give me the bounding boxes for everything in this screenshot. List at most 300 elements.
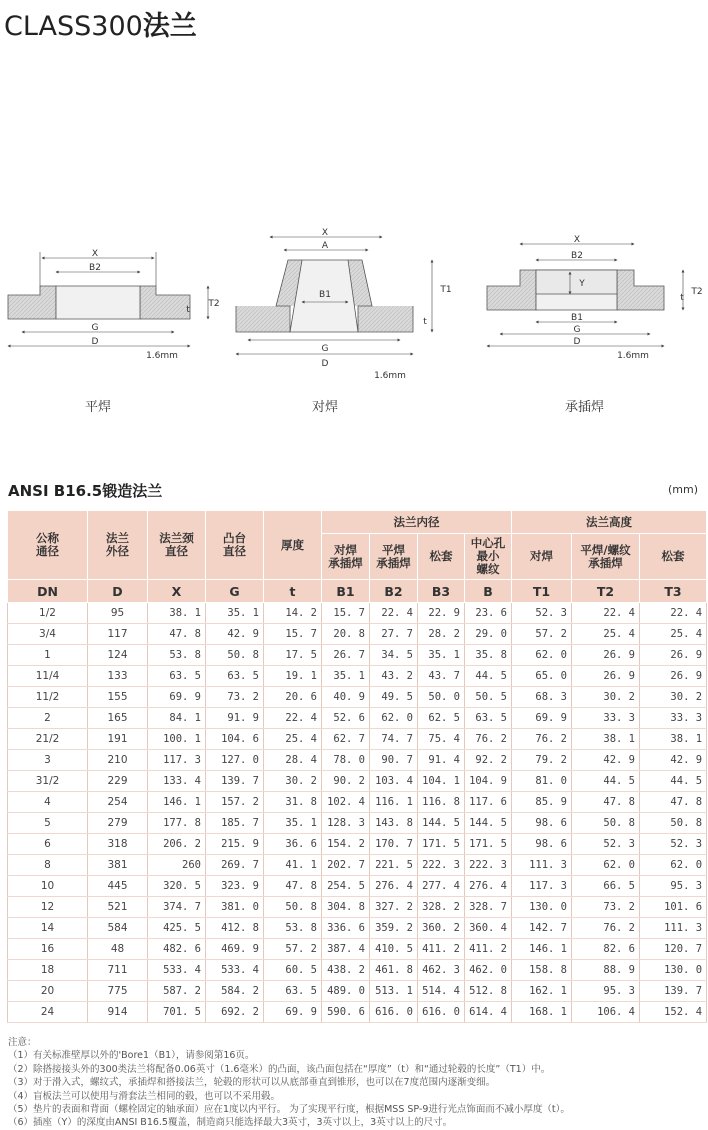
table-cell: 111. 3	[640, 918, 707, 939]
table-cell: 171. 5	[418, 834, 465, 855]
table-cell: 95. 3	[640, 876, 707, 897]
svg-text:G: G	[573, 325, 581, 335]
table-cell: 162. 1	[512, 981, 572, 1002]
table-cell: 43. 2	[370, 666, 418, 687]
table-cell: 62. 5	[418, 708, 465, 729]
table-cell: 35. 1	[206, 603, 264, 624]
table-cell: 6	[8, 834, 88, 855]
table-cell: 38. 1	[572, 729, 640, 750]
table-cell: 24	[8, 1002, 88, 1023]
table-cell: 222. 3	[465, 855, 512, 876]
table-row	[8, 876, 707, 897]
note-item: （1）有关标准壁厚以外的'Bore1（B1），请参阅第16页。	[8, 1050, 255, 1062]
table-cell: 2	[8, 708, 88, 729]
header-b1: 对焊 承插焊	[322, 534, 370, 580]
table-cell: 462. 3	[418, 960, 465, 981]
table-cell: 775	[88, 981, 148, 1002]
table-cell: 412. 8	[206, 918, 264, 939]
svg-text:G: G	[91, 323, 99, 333]
header-height: 法兰高度	[512, 511, 707, 534]
table-body	[8, 603, 707, 1023]
table-cell: 614. 4	[465, 1002, 512, 1023]
svg-text:D: D	[573, 337, 581, 347]
table-cell: 701. 5	[148, 1002, 206, 1023]
table-cell: 277. 4	[418, 876, 465, 897]
table-cell: 60. 5	[264, 960, 322, 981]
table-cell: 469. 9	[206, 939, 264, 960]
header-b2: 平焊 承插焊	[370, 534, 418, 580]
table-cell: 92. 2	[465, 750, 512, 771]
table-cell: 229	[88, 771, 148, 792]
symbol-t2: T2	[572, 580, 640, 603]
svg-text:T2: T2	[691, 287, 703, 297]
table-cell: 25. 4	[572, 624, 640, 645]
table-cell: 279	[88, 813, 148, 834]
table-cell: 40. 9	[322, 687, 370, 708]
table-cell: 17. 5	[264, 645, 322, 666]
table-cell: 25. 4	[640, 624, 707, 645]
table-cell: 336. 6	[322, 918, 370, 939]
table-cell: 445	[88, 876, 148, 897]
caption-weld-neck: 对焊	[312, 400, 339, 415]
symbol-g: G	[206, 580, 264, 603]
table-cell: 411. 2	[465, 939, 512, 960]
symbol-t3: T3	[640, 580, 707, 603]
table-cell: 26. 9	[640, 645, 707, 666]
table-row	[8, 960, 707, 981]
table-cell: 50. 8	[572, 813, 640, 834]
table-cell: 106. 4	[572, 1002, 640, 1023]
table-cell: 50. 8	[640, 813, 707, 834]
table-cell: 328. 2	[418, 897, 465, 918]
table-cell: 276. 4	[465, 876, 512, 897]
header-inner: 法兰内径	[322, 511, 512, 534]
table-cell: 50. 5	[465, 687, 512, 708]
table-cell: 63. 5	[465, 708, 512, 729]
table-cell: 90. 2	[322, 771, 370, 792]
table-cell: 34. 5	[370, 645, 418, 666]
table-row	[8, 1002, 707, 1023]
symbol-x: X	[148, 580, 206, 603]
table-cell: 489. 0	[322, 981, 370, 1002]
svg-text:1.6mm: 1.6mm	[146, 351, 178, 361]
table-cell: 66. 5	[572, 876, 640, 897]
table-cell: 206. 2	[148, 834, 206, 855]
table-cell: 63. 5	[264, 981, 322, 1002]
header-dn: 公称 通径	[8, 511, 88, 580]
table-cell: 152. 4	[640, 1002, 707, 1023]
table-cell: 38. 1	[148, 603, 206, 624]
table-cell: 35. 1	[322, 666, 370, 687]
symbol-b1: B1	[322, 580, 370, 603]
table-cell: 36. 6	[264, 834, 322, 855]
table-cell: 381	[88, 855, 148, 876]
header-b3: 松套	[418, 534, 465, 580]
table-cell: 100. 1	[148, 729, 206, 750]
table-cell: 74. 7	[370, 729, 418, 750]
table-cell: 69. 9	[512, 708, 572, 729]
table-cell: 116. 1	[370, 792, 418, 813]
table-cell: 22. 4	[264, 708, 322, 729]
table-cell: 44. 5	[465, 666, 512, 687]
table-cell: 73. 2	[206, 687, 264, 708]
table-cell: 33. 3	[640, 708, 707, 729]
table-row	[8, 855, 707, 876]
table-cell: 28. 4	[264, 750, 322, 771]
svg-text:G: G	[321, 344, 329, 354]
note-item: （5）垫片的表面和背面（螺栓固定的轴承面）应在1度以内平行。 为了实现平行度，根据MSS SP-9进行光点饰面而不减小厚度（t）。	[8, 1104, 570, 1116]
table-cell: 14. 2	[264, 603, 322, 624]
symbol-b2: B2	[370, 580, 418, 603]
table-cell: 10	[8, 876, 88, 897]
table-cell: 584	[88, 918, 148, 939]
table-cell: 22. 4	[370, 603, 418, 624]
table-cell: 381. 0	[206, 897, 264, 918]
table-cell: 158. 8	[512, 960, 572, 981]
table-cell: 12	[8, 897, 88, 918]
weld-neck-diagram	[236, 228, 452, 381]
svg-text:T1: T1	[440, 285, 452, 295]
table-cell: 144. 5	[418, 813, 465, 834]
table-cell: 98. 6	[512, 834, 572, 855]
table-cell: 221. 5	[370, 855, 418, 876]
table-cell: 139. 7	[640, 981, 707, 1002]
svg-text:1.6mm: 1.6mm	[617, 351, 649, 361]
table-row	[8, 939, 707, 960]
svg-text:D: D	[91, 337, 99, 347]
symbol-t: t	[264, 580, 322, 603]
table-cell: 117. 6	[465, 792, 512, 813]
table-cell: 33. 3	[572, 708, 640, 729]
table-cell: 62. 7	[322, 729, 370, 750]
table-cell: 304. 8	[322, 897, 370, 918]
table-cell: 78. 0	[322, 750, 370, 771]
header-t: 厚度	[264, 511, 322, 580]
table-cell: 5	[8, 813, 88, 834]
table-cell: 387. 4	[322, 939, 370, 960]
table-cell: 65. 0	[512, 666, 572, 687]
table-row	[8, 897, 707, 918]
table-cell: 16	[8, 939, 88, 960]
header-g: 凸台 直径	[206, 511, 264, 580]
table-cell: 202. 7	[322, 855, 370, 876]
table-cell: 15. 7	[264, 624, 322, 645]
table-cell: 168. 1	[512, 1002, 572, 1023]
table-cell: 360. 2	[418, 918, 465, 939]
table-cell: 42. 9	[206, 624, 264, 645]
table-cell: 47. 8	[640, 792, 707, 813]
table-cell: 85. 9	[512, 792, 572, 813]
table-row	[8, 750, 707, 771]
table-cell: 117	[88, 624, 148, 645]
table-cell: 3/4	[8, 624, 88, 645]
table-cell: 276. 4	[370, 876, 418, 897]
table-cell: 146. 1	[512, 939, 572, 960]
svg-text:B1: B1	[319, 290, 331, 300]
table-cell: 21/2	[8, 729, 88, 750]
svg-text:X: X	[573, 235, 581, 245]
table-row	[8, 666, 707, 687]
table-cell: 42. 9	[640, 750, 707, 771]
table-cell: 461. 8	[370, 960, 418, 981]
table-cell: 41. 1	[264, 855, 322, 876]
table-cell: 170. 7	[370, 834, 418, 855]
table-cell: 117. 3	[512, 876, 572, 897]
table-cell: 47. 8	[572, 792, 640, 813]
table-cell: 533. 4	[206, 960, 264, 981]
svg-text:B2: B2	[571, 251, 583, 261]
svg-text:B2: B2	[89, 263, 101, 273]
table-cell: 44. 5	[640, 771, 707, 792]
unit-label: (mm)	[667, 483, 698, 496]
table-cell: 587. 2	[148, 981, 206, 1002]
table-row	[8, 687, 707, 708]
table-cell: 79. 2	[512, 750, 572, 771]
table-row	[8, 708, 707, 729]
table-cell: 117. 3	[148, 750, 206, 771]
table-cell: 95. 3	[572, 981, 640, 1002]
table-cell: 30. 2	[572, 687, 640, 708]
symbol-b: B	[465, 580, 512, 603]
table-cell: 11/4	[8, 666, 88, 687]
table-cell: 360. 4	[465, 918, 512, 939]
table-cell: 3	[8, 750, 88, 771]
svg-text:t: t	[680, 293, 684, 303]
table-cell: 47. 8	[148, 624, 206, 645]
table-cell: 15. 7	[322, 603, 370, 624]
table-cell: 133. 4	[148, 771, 206, 792]
notes-list	[8, 1049, 570, 1129]
table-row	[8, 792, 707, 813]
table-cell: 50. 8	[206, 645, 264, 666]
table-cell: 104. 1	[418, 771, 465, 792]
table-cell: 411. 2	[418, 939, 465, 960]
table-cell: 20. 8	[322, 624, 370, 645]
table-cell: 320. 5	[148, 876, 206, 897]
table-cell: 53. 8	[148, 645, 206, 666]
table-cell: 222. 3	[418, 855, 465, 876]
table-cell: 76. 2	[572, 918, 640, 939]
symbol-t1: T1	[512, 580, 572, 603]
table-cell: 31/2	[8, 771, 88, 792]
table-cell: 91. 9	[206, 708, 264, 729]
table-cell: 25. 4	[264, 729, 322, 750]
table-cell: 52. 3	[640, 834, 707, 855]
svg-text:t: t	[423, 317, 427, 327]
table-cell: 22. 9	[418, 603, 465, 624]
table-cell: 35. 1	[264, 813, 322, 834]
table-row	[8, 645, 707, 666]
svg-text:D: D	[321, 359, 329, 369]
symbol-b3: B3	[418, 580, 465, 603]
table-row	[8, 834, 707, 855]
table-cell: 42. 9	[572, 750, 640, 771]
table-cell: 177. 8	[148, 813, 206, 834]
table-cell: 692. 2	[206, 1002, 264, 1023]
table-cell: 133	[88, 666, 148, 687]
table-cell: 139. 7	[206, 771, 264, 792]
table-cell: 8	[8, 855, 88, 876]
table-cell: 120. 7	[640, 939, 707, 960]
table-row	[8, 981, 707, 1002]
table-cell: 584. 2	[206, 981, 264, 1002]
svg-text:B1: B1	[571, 313, 583, 323]
table-cell: 19. 1	[264, 666, 322, 687]
table-cell: 98. 6	[512, 813, 572, 834]
table-cell: 254. 5	[322, 876, 370, 897]
socket-weld-diagram	[487, 235, 703, 361]
note-item: （2）除搭接接头外的300类法兰将配备0.06英寸（1.6毫米）的凸面，该凸面包括在“厚度”（t）和“通过轮毂的长度”（T1）中。	[8, 1063, 551, 1075]
table-cell: 28. 2	[418, 624, 465, 645]
header-x: 法兰颈 直径	[148, 511, 206, 580]
table-cell: 76. 2	[512, 729, 572, 750]
table-cell: 29. 0	[465, 624, 512, 645]
table-cell: 711	[88, 960, 148, 981]
table-cell: 144. 5	[465, 813, 512, 834]
table-cell: 62. 0	[512, 645, 572, 666]
table-cell: 128. 3	[322, 813, 370, 834]
table-cell: 590. 6	[322, 1002, 370, 1023]
table-cell: 50. 8	[264, 897, 322, 918]
table-cell: 359. 2	[370, 918, 418, 939]
table-cell: 438. 2	[322, 960, 370, 981]
header-t3: 松套	[640, 534, 707, 580]
table-row	[8, 624, 707, 645]
flange-dimension-table	[7, 510, 707, 1023]
table-cell: 616. 0	[418, 1002, 465, 1023]
table-cell: 191	[88, 729, 148, 750]
table-cell: 50. 0	[418, 687, 465, 708]
table-row	[8, 813, 707, 834]
table-cell: 210	[88, 750, 148, 771]
table-row	[8, 603, 707, 624]
table-cell: 35. 1	[418, 645, 465, 666]
table-cell: 616. 0	[370, 1002, 418, 1023]
svg-text:T2: T2	[208, 299, 220, 309]
table-cell: 482. 6	[148, 939, 206, 960]
table-cell: 513. 1	[370, 981, 418, 1002]
table-cell: 30. 2	[640, 687, 707, 708]
table-cell: 157. 2	[206, 792, 264, 813]
table-cell: 26. 9	[572, 645, 640, 666]
flange-diagrams	[0, 220, 708, 420]
table-cell: 154. 2	[322, 834, 370, 855]
table-cell: 69. 9	[264, 1002, 322, 1023]
table-cell: 53. 8	[264, 918, 322, 939]
slip-on-diagram	[8, 249, 220, 361]
table-cell: 102. 4	[322, 792, 370, 813]
table-cell: 143. 8	[370, 813, 418, 834]
table-row	[8, 771, 707, 792]
table-cell: 165	[88, 708, 148, 729]
table-cell: 512. 8	[465, 981, 512, 1002]
table-cell: 82. 6	[572, 939, 640, 960]
table-cell: 68. 3	[512, 687, 572, 708]
symbol-row	[8, 580, 707, 603]
table-cell: 62. 0	[572, 855, 640, 876]
svg-text:t: t	[186, 305, 190, 315]
table-cell: 425. 5	[148, 918, 206, 939]
note-item: （3）对于滑入式，螺纹式，承插焊和搭接法兰，轮毂的形状可以从底部垂直到锥形，也可以在7度范围内逐渐变细。	[8, 1077, 496, 1089]
table-cell: 75. 4	[418, 729, 465, 750]
notes-heading: 注意：	[8, 1037, 37, 1048]
table-cell: 27. 7	[370, 624, 418, 645]
svg-text:X: X	[91, 249, 99, 259]
table-cell: 155	[88, 687, 148, 708]
section-title: ANSI B16.5锻造法兰	[8, 482, 163, 500]
header-t2: 平焊/螺纹 承插焊	[572, 534, 640, 580]
symbol-dn: DN	[8, 580, 88, 603]
svg-text:Y: Y	[579, 279, 585, 289]
table-cell: 95	[88, 603, 148, 624]
table-cell: 76. 2	[465, 729, 512, 750]
table-cell: 26. 9	[572, 666, 640, 687]
table-cell: 88. 9	[572, 960, 640, 981]
table-cell: 20. 6	[264, 687, 322, 708]
table-cell: 22. 4	[640, 603, 707, 624]
table-cell: 124	[88, 645, 148, 666]
table-cell: 23. 6	[465, 603, 512, 624]
svg-text:1.6mm: 1.6mm	[374, 371, 406, 381]
table-cell: 52. 3	[572, 834, 640, 855]
table-cell: 26. 7	[322, 645, 370, 666]
table-cell: 63. 5	[148, 666, 206, 687]
table-cell: 20	[8, 981, 88, 1002]
table-cell: 171. 5	[465, 834, 512, 855]
table-cell: 91. 4	[418, 750, 465, 771]
table-cell: 69. 9	[148, 687, 206, 708]
table-cell: 323. 9	[206, 876, 264, 897]
symbol-d: D	[88, 580, 148, 603]
table-cell: 142. 7	[512, 918, 572, 939]
caption-socket-weld: 承插焊	[565, 400, 605, 415]
table-row	[8, 729, 707, 750]
header-t1: 对焊	[512, 534, 572, 580]
note-item: （6）插座（Y）的深度由ANSI B16.5覆盖，制造商只能选择最大3英寸，3英寸以上，3英寸以上的尺寸。	[8, 1117, 453, 1129]
table-cell: 30. 2	[264, 771, 322, 792]
table-cell: 130. 0	[640, 960, 707, 981]
table-cell: 116. 8	[418, 792, 465, 813]
table-cell: 327. 2	[370, 897, 418, 918]
table-cell: 130. 0	[512, 897, 572, 918]
header-b: 中心孔 最小 螺纹	[465, 534, 512, 580]
table-cell: 374. 7	[148, 897, 206, 918]
table-cell: 48	[88, 939, 148, 960]
table-cell: 90. 7	[370, 750, 418, 771]
table-cell: 73. 2	[572, 897, 640, 918]
table-cell: 127. 0	[206, 750, 264, 771]
svg-text:X: X	[321, 228, 329, 238]
table-cell: 1/2	[8, 603, 88, 624]
table-cell: 38. 1	[640, 729, 707, 750]
table-cell: 35. 8	[465, 645, 512, 666]
table-cell: 260	[148, 855, 206, 876]
table-cell: 521	[88, 897, 148, 918]
table-cell: 31. 8	[264, 792, 322, 813]
table-cell: 533. 4	[148, 960, 206, 981]
table-cell: 215. 9	[206, 834, 264, 855]
table-cell: 111. 3	[512, 855, 572, 876]
table-cell: 44. 5	[572, 771, 640, 792]
table-cell: 62. 0	[370, 708, 418, 729]
table-cell: 22. 4	[572, 603, 640, 624]
table-cell: 47. 8	[264, 876, 322, 897]
note-item: （4）盲板法兰可以使用与滑套法兰相同的毂，也可以不采用毂。	[8, 1090, 281, 1102]
table-cell: 81. 0	[512, 771, 572, 792]
caption-slip-on: 平焊	[85, 400, 112, 415]
svg-text:A: A	[321, 241, 329, 251]
table-cell: 103. 4	[370, 771, 418, 792]
